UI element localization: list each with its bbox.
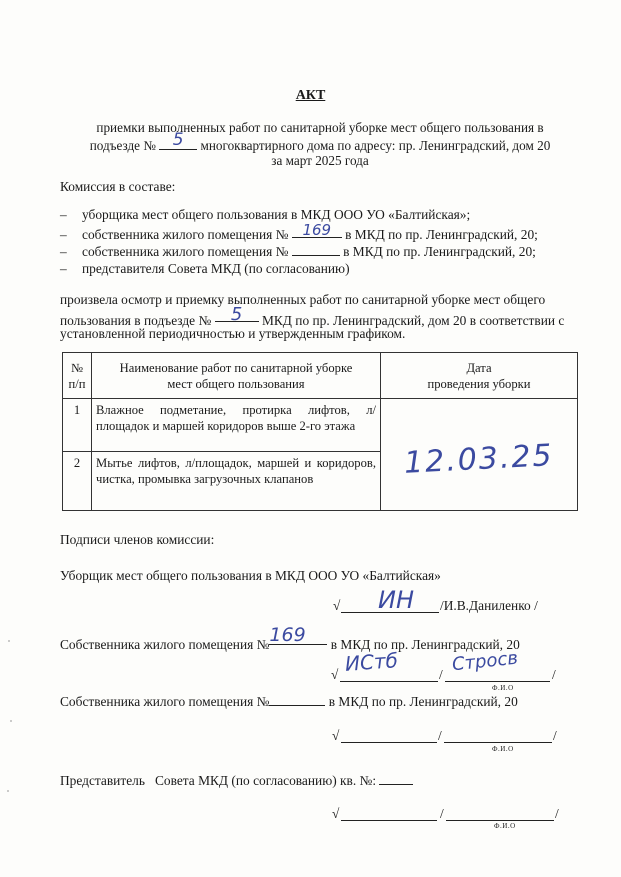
entrance-number-handwritten: 5 [172,130,184,150]
owner-2-address: в МКД по пр. Ленинградский, 20 [328,694,518,709]
owner-1-fio-caption: Ф.И.О [492,684,514,692]
header-date-line-1: Дата [466,360,492,375]
row-1-num: 1 [63,399,92,452]
owner-2-label: Собственника жилого помещения № [60,694,270,709]
owner-1-line [60,624,520,653]
inspection-entrance-handwritten: 5 [230,304,243,325]
inspection-line-1: произвела осмотр и приемку выполненных работ по санитарной уборке мест общего [60,292,546,307]
subtitle-line-1: приемки выполненных работ по санитарной уборке мест общего пользования в [96,120,544,135]
list-dash: – [60,261,67,276]
member-2-address: в МКД по пр. Ленинградский, 20; [345,227,538,242]
subtitle-address: многоквартирного дома по адресу: пр. Ленинградский, дом 20 [200,138,551,153]
owner-2-check: √ [332,728,340,743]
scan-speck [8,640,10,642]
representative-signature-line [341,820,437,821]
scan-speck [7,790,9,792]
member-3-address: в МКД по пр. Ленинградский, 20; [343,244,536,259]
cleaner-label: Уборщик мест общего пользования в МКД ООО УО «Балтийская» [60,568,441,583]
owner-1-label: Собственника жилого помещения № [60,637,270,652]
representative-line [60,772,413,789]
header-date-line-2: проведения уборки [427,376,531,391]
inspection-entrance-field [215,304,259,325]
works-table [62,352,578,511]
member-3-apartment-field [292,243,340,256]
representative-fio-caption: Ф.И.О [494,822,516,830]
member-2-apartment-field [292,221,342,239]
owner-1-end-slash: / [552,667,556,682]
row-2-num: 2 [63,452,92,511]
header-date [381,353,578,399]
cleaner-check: √ [333,598,341,613]
subtitle-entrance-prefix: подъезде № [89,138,156,153]
owner-1-signature-line [340,681,438,682]
commission-member-2 [60,221,538,243]
header-work-name-line-2: мест общего пользования [167,376,305,391]
representative-label: Представитель Совета МКД (по согласованию) кв. №: [60,773,377,788]
representative-slash: / [440,806,444,821]
owner-2-slash: / [438,728,442,743]
row-1-work: Влажное подметание, протирка лифтов, л/площадок и маршей коридоров выше 2-го этажа [92,399,381,452]
owner-1-name-handwritten: Стросв [451,647,519,676]
inspection-line-3: установленной периодичностью и утвержденным графиком. [60,326,406,341]
representative-apartment-field [379,772,413,785]
row-2-work: Мытье лифтов, л/площадок, маршей и коридоров, чистка, промывка загрузочных клапанов [92,452,381,511]
table-header-row [63,353,578,399]
owner-1-slash: / [439,667,443,682]
cleaning-date-handwritten: 12.03.25 [403,438,555,481]
member-2-apartment-handwritten: 169 [302,221,332,239]
owner-2-apartment-field [269,693,325,706]
owner-1-name-line [445,681,550,682]
commission-member-3 [60,243,536,260]
member-2-text: собственника жилого помещения № [82,227,289,242]
owner-1-apartment-field [269,624,327,646]
member-4-text: представителя Совета МКД (по согласованию) [82,261,350,276]
commission-member-4 [60,261,350,277]
inspection-address: МКД по пр. Ленинградский, дом 20 в соответствии с [261,313,565,328]
list-dash: – [60,207,67,222]
scan-speck [10,720,12,722]
representative-end-slash: / [555,806,559,821]
cleaner-name: /И.В.Даниленко / [440,598,538,613]
owner-1-check: √ [331,667,339,682]
owner-2-end-slash: / [553,728,557,743]
commission-member-1 [60,207,470,223]
table-row [63,399,578,452]
header-work-name [92,353,381,399]
owner-1-signature: ИСтб [344,648,399,676]
owner-2-signature-line [341,742,437,743]
inspection-entrance-prefix: пользования в подъезде № [60,313,212,328]
document-title: АКТ [295,88,326,103]
header-work-name-line-1: Наименование работ по санитарной уборке [119,360,353,375]
member-3-text: собственника жилого помещения № [82,244,289,259]
representative-name-line [446,820,554,821]
list-dash: – [60,227,67,242]
owner-1-address: в МКД по пр. Ленинградский, 20 [330,637,520,652]
header-num: № п/п [63,353,92,399]
subtitle-line-2 [40,130,600,154]
date-cell [381,399,578,511]
entrance-number-field [159,130,197,150]
list-dash: – [60,244,67,259]
owner-2-line [60,693,518,710]
signatures-heading: Подписи членов комиссии: [60,532,215,547]
owner-1-apartment-handwritten: 169 [269,624,306,646]
member-1-text: уборщика мест общего пользования в МКД ООО УО «Балтийская»; [82,207,471,222]
owner-2-name-line [444,742,552,743]
commission-heading: Комиссия в составе: [60,179,176,194]
owner-2-fio-caption: Ф.И.О [492,745,514,753]
representative-check: √ [332,806,340,821]
subtitle-line-3: за март 2025 года [271,153,369,168]
cleaner-signature: ИН [378,586,414,614]
